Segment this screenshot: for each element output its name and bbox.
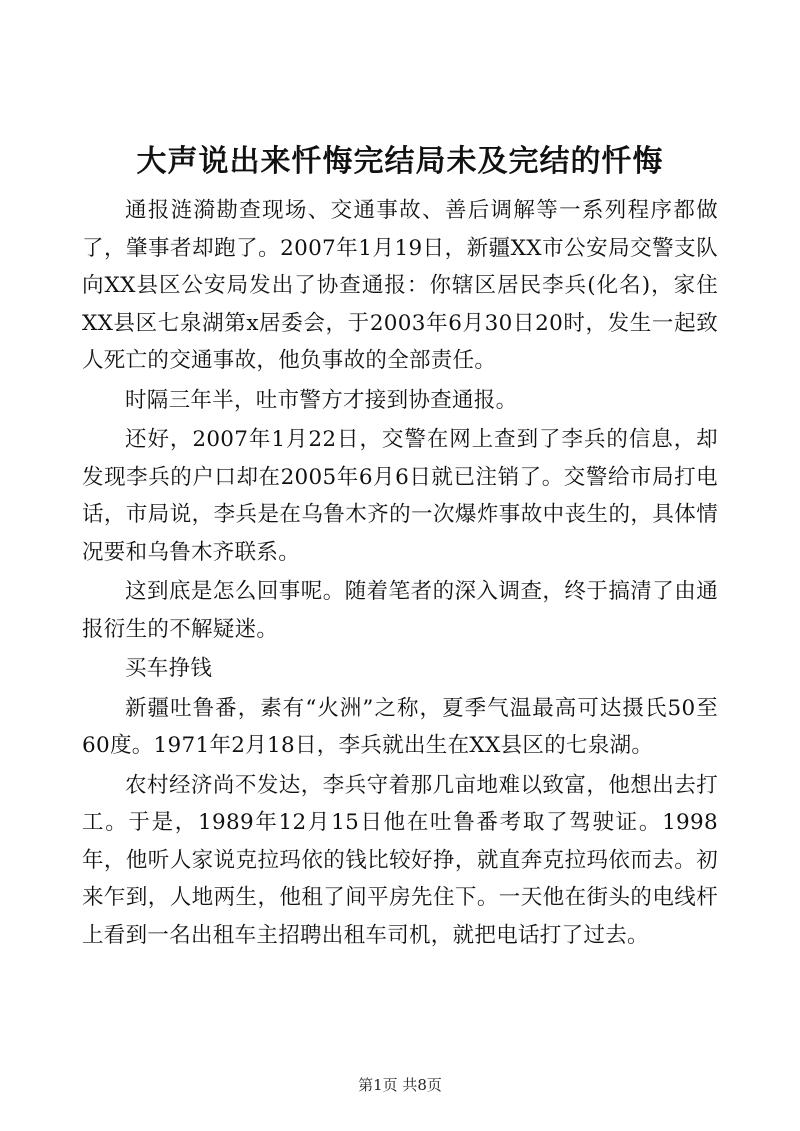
section-heading-buy-car: 买车挣钱 bbox=[125, 656, 213, 681]
document-title: 大声说出来忏悔完结局未及完结的忏悔 bbox=[136, 144, 664, 179]
paragraph-work: 农村经济尚不发达，李兵守着那几亩地难以致富，他想出去打工。于是，1989年12月15日他在吐鲁番考取了驾驶证。1998年，他听人家说克拉玛依的钱比较好挣，就直奔克拉玛依而去。初来乍到，人地两生，他租了间平房先住下。一天他在街头的电线杆上看到一名出租车主招聘出租车司机，就把电话打了过去。 bbox=[82, 772, 718, 948]
paragraph-discovery: 还好，2007年1月22日，交警在网上查到了李兵的信息，却发现李兵的户口却在2005年6月6日就已注销了。交警给市局打电话，市局说，李兵是在乌鲁木齐的一次爆炸事故中丧生的，具体情况要和乌鲁木齐联系。 bbox=[82, 427, 718, 565]
paragraph-report: 通报涟漪勘查现场、交通事故、善后调解等一系列程序都做了，肇事者却跑了。2007年1月19日，新疆XX市公安局交警支队向XX县区公安局发出了协查通报：你辖区居民李兵(化名)，家住XX县区七泉湖第x居委会，于2003年6月30日20时，发生一起致人死亡的交通事故，他负事故的全部责任。 bbox=[82, 198, 718, 373]
paragraph-turpan: 新疆吐鲁番，素有“火洲”之称，夏季气温最高可达摄氏50至60度。1971年2月18日，李兵就出生在XX县区的七泉湖。 bbox=[82, 695, 718, 758]
page-footer: 第1页 共8页 bbox=[358, 1076, 442, 1094]
paragraph-delay: 时隔三年半，吐市警方才接到协查通报。 bbox=[125, 387, 518, 413]
paragraph-question: 这到底是怎么回事呢。随着笔者的深入调查，终于搞清了由通报衍生的不解疑迷。 bbox=[82, 579, 718, 642]
